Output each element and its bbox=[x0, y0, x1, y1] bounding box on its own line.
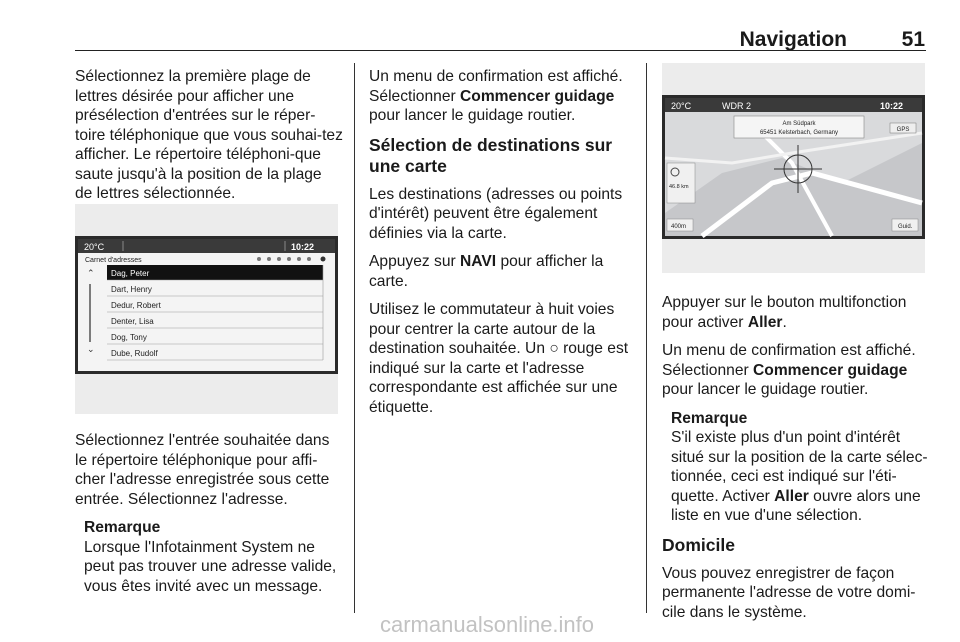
paragraph: Sélectionnez la première plage de lettres désirée pour afficher une présélection d'entrées sur le réper-toire téléphonique que vous souhai-tez afficher. Le répertoire téléphoni-que saute jusqu'à la position de la plage de lettres sélectionnée. bbox=[75, 68, 343, 202]
paragraph: Sélectionnez l'entrée souhaitée dans le répertoire téléphonique pour affi-cher l'adresse enregistrée sous cette entrée. Sélectionnez l'adresse. bbox=[75, 432, 330, 508]
column-2 bbox=[369, 67, 637, 426]
guidance-label: Guid. bbox=[898, 224, 913, 230]
list-item: Dube, Rudolf bbox=[111, 349, 158, 358]
watermark: carmanualsonline.info bbox=[380, 612, 595, 637]
paragraph: Vous pouvez enregistrer de façon permanente l'adresse de votre domi-cile dans le système. bbox=[662, 564, 916, 621]
column-3 bbox=[662, 293, 932, 631]
distance-label: 46.8 km bbox=[669, 184, 689, 190]
section-heading: Domicile bbox=[662, 534, 735, 555]
scroll-down-icon: ⌄ bbox=[87, 345, 95, 355]
list-item: Dog, Tony bbox=[111, 333, 147, 342]
list-item: Denter, Lisa bbox=[111, 317, 154, 326]
section-heading: Sélection de destinations sur une carte bbox=[369, 134, 613, 176]
column-1-bottom bbox=[75, 431, 343, 596]
address-book-screenshot bbox=[75, 204, 338, 414]
paragraph: Un menu de confirmation est affiché. Sélectionner Commencer guidage pour lancer le guidage routier. bbox=[369, 68, 623, 124]
column-divider-1 bbox=[354, 63, 355, 613]
list-item: Dedur, Robert bbox=[111, 301, 161, 310]
section-title: Navigation bbox=[739, 28, 847, 51]
temp-label: 20°C bbox=[84, 242, 105, 252]
temp-label: 20°C bbox=[671, 101, 692, 111]
column-divider-2 bbox=[646, 63, 647, 613]
gps-label: GPS bbox=[896, 127, 910, 133]
time-label: 10:22 bbox=[291, 242, 315, 252]
scroll-up-icon: ⌃ bbox=[87, 269, 95, 279]
page-number: 51 bbox=[901, 28, 925, 51]
paragraph: Utilisez le commutateur à huit voies pour centrer la carte autour de la destination souhaitée. Un ○ rouge est indiqué sur la carte et l'adresse correspondante est affichée sur une étiquette. bbox=[369, 301, 629, 416]
list-item: Dart, Henry bbox=[111, 285, 152, 294]
scale-label: 400m bbox=[671, 224, 687, 230]
time-label: 10:22 bbox=[880, 101, 904, 111]
column-1-top bbox=[75, 67, 343, 213]
page-header bbox=[75, 26, 925, 50]
header-rule bbox=[75, 50, 926, 51]
note-box: Remarque S'il existe plus d'un point d'intérêt situé sur la position de la carte sélec-tionnée, ceci est indiqué sur l'éti-quette. Activer Aller ouvre alors une liste en vue d'une sélection. bbox=[662, 409, 932, 526]
station-label: WDR 2 bbox=[722, 101, 751, 111]
map-side-panel bbox=[667, 163, 695, 203]
paragraph: Appuyez sur NAVI pour afficher la carte. bbox=[369, 253, 604, 290]
note-box bbox=[75, 518, 343, 596]
address-line-1: Am Südpark bbox=[782, 121, 816, 127]
screen-title: Carnet d'adresses bbox=[85, 257, 142, 264]
map-screenshot bbox=[662, 63, 925, 273]
address-line-2: 65451 Kelsterbach, Germany bbox=[759, 130, 839, 136]
paragraph: Un menu de confirmation est affiché. Sélectionner Commencer guidage pour lancer le guidage routier. bbox=[662, 342, 916, 398]
note-title: Remarque bbox=[84, 519, 161, 536]
list-item: Dag, Peter bbox=[111, 269, 150, 278]
note-title: Remarque bbox=[671, 409, 748, 427]
paragraph: Les destinations (adresses ou points d'intérêt) peuvent être également définies via la carte. bbox=[369, 185, 623, 242]
note-text: Lorsque l'Infotainment System ne peut pas trouver une adresse valide, vous êtes invité avec un message. bbox=[84, 538, 337, 595]
paragraph: Appuyer sur le bouton multifonction pour activer Aller. bbox=[662, 294, 907, 331]
